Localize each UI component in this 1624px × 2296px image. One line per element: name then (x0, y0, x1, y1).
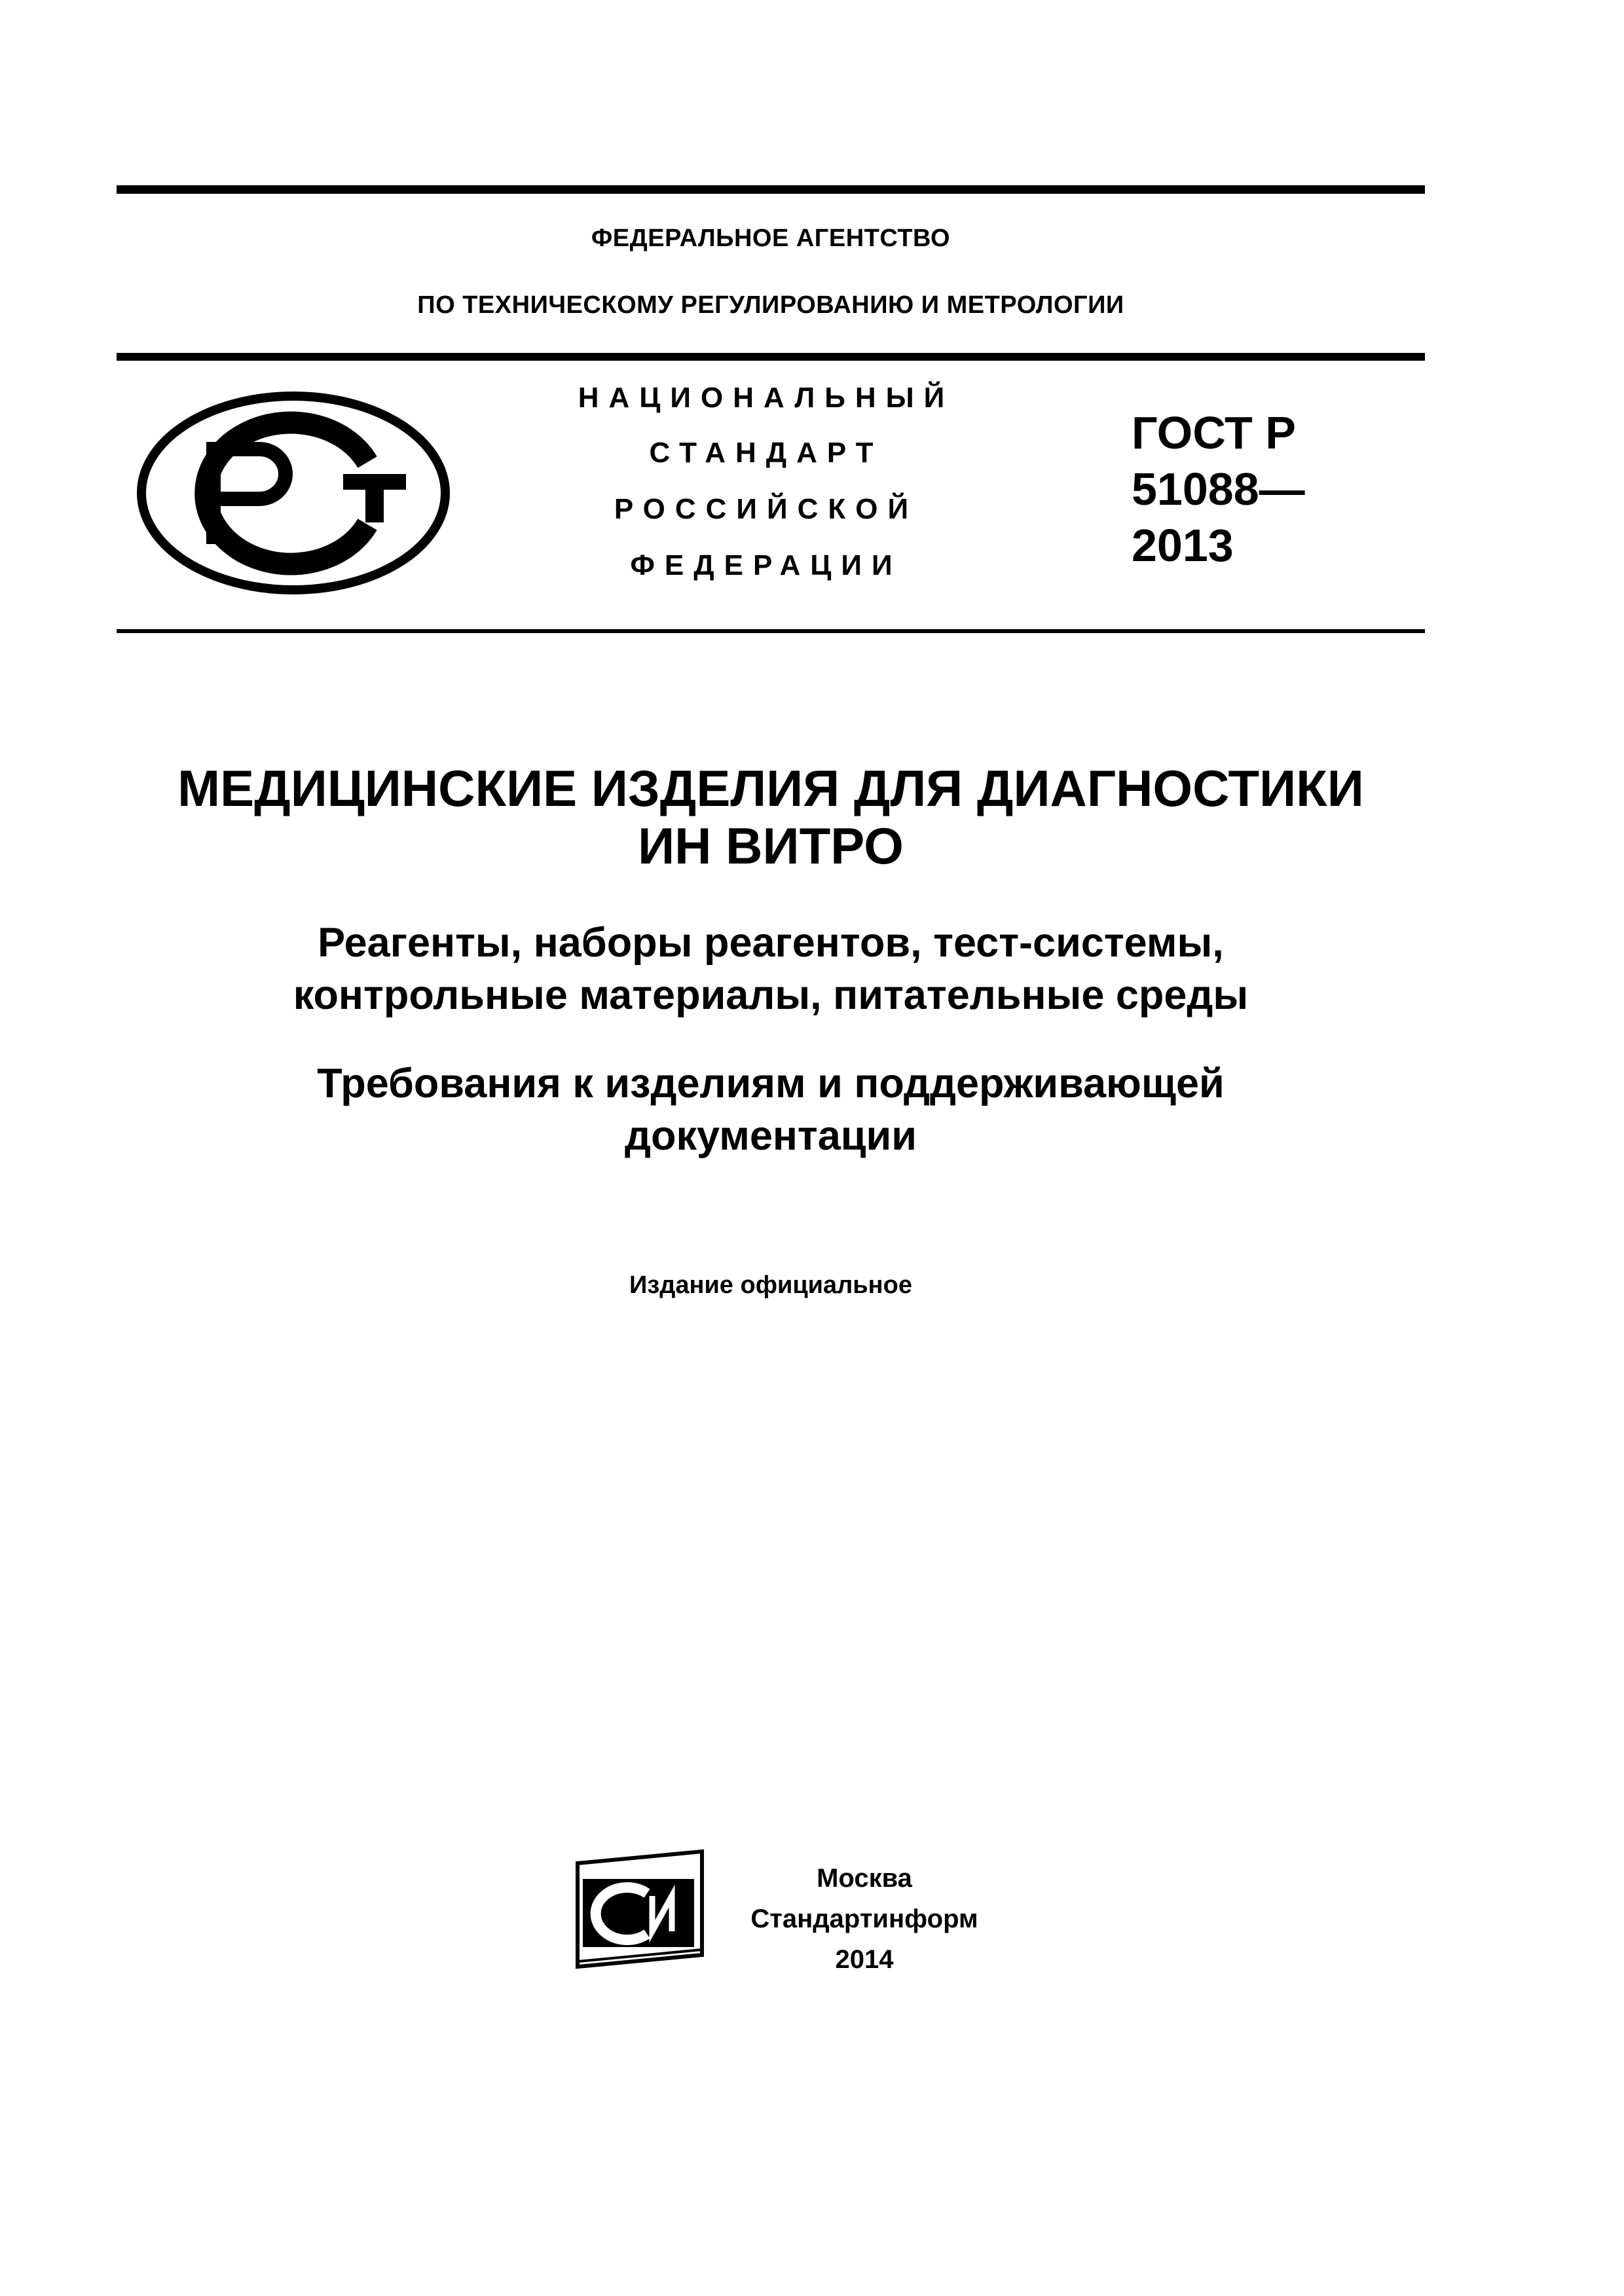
top-rule (117, 185, 1425, 194)
document-title (117, 759, 1425, 875)
national-line-4: ФЕДЕРАЦИИ (630, 549, 902, 581)
national-line-2: СТАНДАРТ (649, 437, 883, 469)
subtitle-requirements-line-2: документации (625, 1113, 917, 1159)
subtitle-products (117, 917, 1425, 1021)
publication-year: 2014 (835, 1945, 894, 1974)
edition-label: Издание официальное (629, 1271, 912, 1299)
national-line-1: НАЦИОНАЛЬНЫЙ (578, 382, 955, 414)
bottom-rule (117, 629, 1425, 633)
subtitle-products-line-2: контрольные материалы, питательные среды (293, 972, 1249, 1018)
gost-number-line-2: 51088— (1132, 464, 1305, 515)
subtitle-requirements (117, 1057, 1425, 1162)
document-title-line-2: ИН ВИТРО (638, 817, 904, 875)
agency-line-1: ФЕДЕРАЛЬНОЕ АГЕНТСТВО (591, 225, 951, 252)
gost-number-line-1: ГОСТ Р (1132, 407, 1296, 458)
subtitle-requirements-line-1: Требования к изделиям и поддерживающей (317, 1061, 1225, 1106)
middle-rule (117, 353, 1425, 361)
publisher-block (720, 1858, 1008, 1980)
gost-number (1132, 405, 1305, 574)
publisher-name: Стандартинформ (750, 1904, 978, 1933)
agency-line-2: ПО ТЕХНИЧЕСКОМУ РЕГУЛИРОВАНИЮ И МЕТРОЛОГИИ (417, 291, 1124, 319)
subtitle-products-line-1: Реагенты, наборы реагентов, тест-системы, (318, 920, 1224, 966)
gost-number-line-3: 2013 (1132, 520, 1234, 571)
rst-logo-icon (135, 390, 452, 596)
publisher-city: Москва (817, 1864, 912, 1893)
national-line-3: РОССИЙСКОЙ (614, 493, 919, 525)
document-title-line-1: МЕДИЦИНСКИЕ ИЗДЕЛИЯ ДЛЯ ДИАГНОСТИКИ (177, 759, 1364, 817)
standartinform-logo-icon (574, 1848, 709, 1969)
